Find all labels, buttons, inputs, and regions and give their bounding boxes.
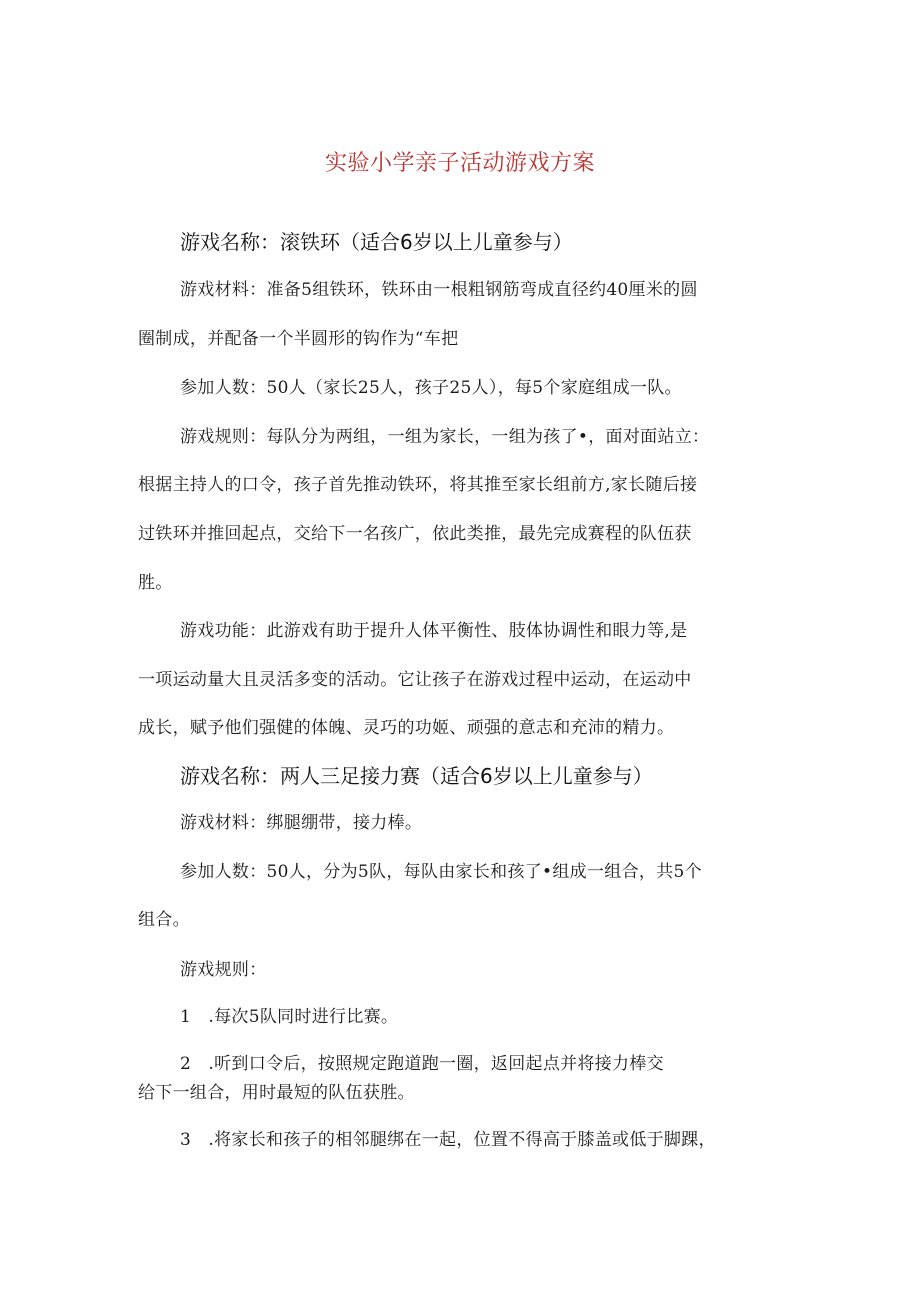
game1-function-line1: 游戏功能：此游戏有助于提升人体平衡性、肢体协调性和眼力等,是 [180, 621, 688, 641]
game1-function-line3: 成长，赋予他们强健的体魄、灵巧的功姬、顽强的意志和充沛的精力。 [138, 718, 675, 738]
game1-rules-line3: 过铁环并推回起点，交给下一名孩广，依此类推，最先完成赛程的队伍获 [138, 524, 692, 544]
game2-materials: 游戏材料：绑腿绷带，接力棒。 [180, 813, 423, 833]
game1-materials-line1: 游戏材料：准备5组铁环，铁环由一根粗钢筋弯成直径约40厘米的圆 [180, 280, 698, 300]
game1-rules-line2: 根据主持人的口令，孩子首先推动铁环，将其推至家长组前方,家长随后接 [138, 475, 698, 495]
game1-rules-line4: 胜。 [138, 573, 173, 593]
game2-rules-label: 游戏规则： [180, 960, 267, 980]
game2-participants-line1: 参加人数：50人，分为5队，每队由家长和孩了•组成一组合，共5个 [180, 862, 702, 882]
game2-heading: 游戏名称：两人三足接力赛（适合6岁以上儿童参与） [180, 764, 653, 788]
game2-rule-2-line2: 给下一组合，用时最短的队伍获胜。 [138, 1083, 415, 1103]
game2-rule-1: 1 .每次5队同时进行比赛。 [180, 1007, 399, 1027]
game2-rule-3: 3 .将家长和孩子的相邻腿绑在一起，位置不得高于膝盖或低于脚踝， [180, 1130, 716, 1150]
game1-heading: 游戏名称：滚铁环（适合6岁以上儿童参与） [180, 230, 573, 254]
game1-rules-line1: 游戏规则：每队分为两组，一组为家长，一组为孩了•，面对面站立： [180, 427, 710, 447]
document-title: 实验小学亲子活动游戏方案 [324, 151, 595, 176]
game2-participants-line2: 组合。 [138, 910, 190, 930]
game1-materials-line2: 圈制成，并配备一个半圆形的钩作为“车把 [138, 329, 459, 349]
game2-rule-2-line1: 2 .听到口令后，按照规定跑道跑一圈，返回起点并将接力棒交 [180, 1054, 664, 1074]
game1-function-line2: 一项运动量大且灵活多变的活动。它让孩子在游戏过程中运动，在运动中 [138, 670, 692, 690]
game1-participants: 参加人数：50人（家长25人，孩子25人），每5个家庭组成一队。 [180, 378, 682, 398]
